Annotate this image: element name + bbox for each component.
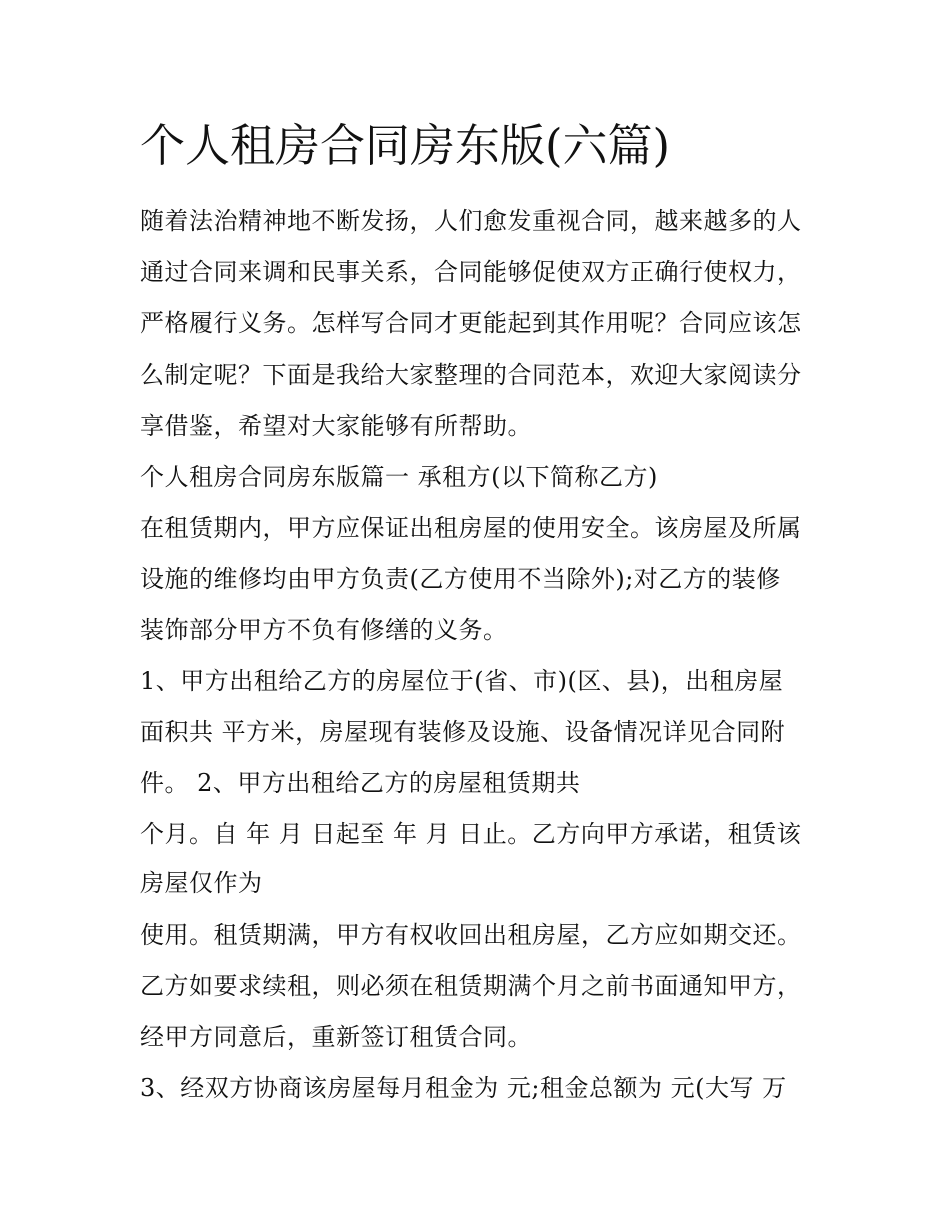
paragraph-line: 享借鉴，希望对大家能够有所帮助。 (140, 412, 532, 440)
clause-line: 房屋仅作为 (140, 869, 263, 897)
clause-line: 经甲方同意后，重新签订租赁合同。 (140, 1023, 532, 1051)
clause-line: 1、甲方出租给乙方的房屋位于(省、市)(区、县)，出租房屋 (140, 667, 784, 695)
document-title: 个人租房合同房东版(六篇) (140, 119, 671, 172)
paragraph-line: 设施的维修均由甲方负责(乙方使用不当除外);对乙方的装修 (140, 565, 781, 593)
paragraph-line: 通过合同来调和民事关系，合同能够促使双方正确行使权力， (140, 258, 802, 286)
clause-line: 个月。自 年 月 日起至 年 月 日止。乙方向甲方承诺，租赁该 (140, 820, 802, 848)
clause-line: 乙方如要求续租，则必须在租赁期满个月之前书面通知甲方， (140, 972, 802, 1000)
paragraph-line: 严格履行义务。怎样写合同才更能起到其作用呢？合同应该怎 (140, 309, 802, 337)
clause-line: 3、经双方协商该房屋每月租金为 元;租金总额为 元(大写 万 (140, 1074, 787, 1102)
clause-line: 面积共 平方米，房屋现有装修及设施、设备情况详见合同附 (140, 718, 786, 746)
paragraph-line: 装饰部分甲方不负有修缮的义务。 (140, 616, 508, 644)
paragraph-line: 在租赁期内，甲方应保证出租房屋的使用安全。该房屋及所属 (140, 514, 802, 542)
paragraph-line: 随着法治精神地不断发扬，人们愈发重视合同，越来越多的人 (140, 207, 802, 235)
clause-line: 件。 2、甲方出租给乙方的房屋租赁期共 (140, 769, 581, 797)
clause-line: 使用。租赁期满，甲方有权收回出租房屋，乙方应如期交还。 (140, 921, 802, 949)
paragraph-line: 么制定呢？下面是我给大家整理的合同范本，欢迎大家阅读分 (140, 361, 802, 389)
section-heading-line: 个人租房合同房东版篇一 承租方(以下简称乙方) (140, 463, 658, 491)
